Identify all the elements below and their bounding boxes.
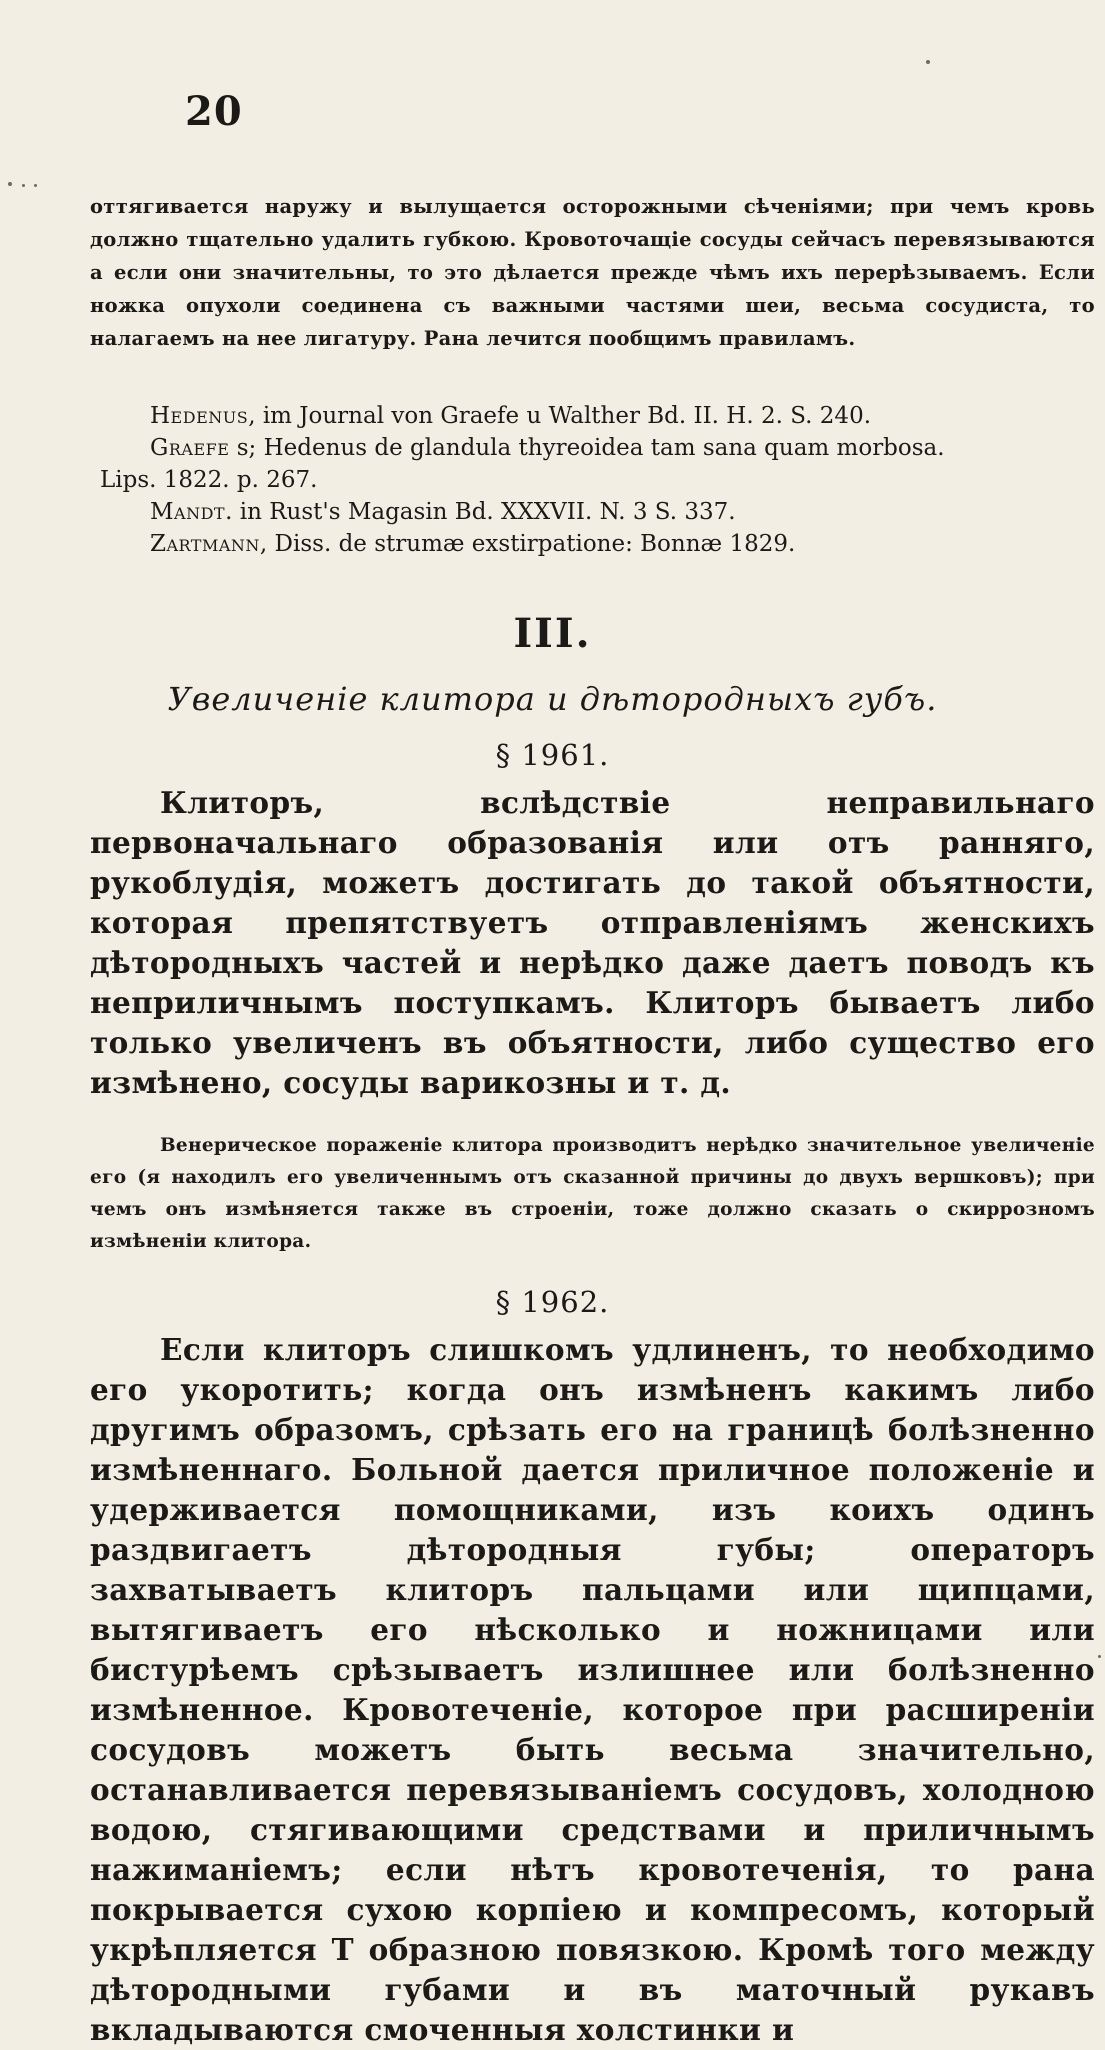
reference-item: Graefe s; Hedenus de glandula thyreoidea tam sana quam morbosa. — [150, 435, 945, 461]
paragraph-1962-text: Если клиторъ слишкомъ удлиненъ, то необходимо его укоротить; когда онъ измѣненъ какимъ либо другимъ образомъ, срѣзать его на границѣ болѣзненно измѣненнаго. Больной дается приличное положеніе и удерживается помощниками, изъ коихъ одинъ раздвигаетъ дѣтородныя губы; операторъ захватываетъ клиторъ пальцами или щипцами, вытягиваетъ его нѣсколько и ножницами или бистурѣемъ срѣзываетъ излишнее или болѣзненно измѣненное. Кровотеченіе, которое при расширеніи сосудовъ можетъ быть весьма значительно, останавливается перевязываніемъ сосудовъ, холодною водою, стягивающими средствами и приличнымъ нажиманіемъ; если нѣтъ кровотеченія, то рана покрывается сухою корпіею и компресомъ, который укрѣпляется Т образною повязкою. Кромѣ того между дѣтородными губами и въ маточный рукавъ вкладываются смоченныя холстинки и — [90, 1332, 1095, 2047]
paper-speck — [8, 182, 12, 186]
reference-item: Hedenus, im Journal von Graefe u Walther Bd. II. H. 2. S. 240. — [150, 403, 872, 429]
paper-speck — [22, 184, 25, 187]
paragraph-1961-text: Клиторъ, вслѣдствіе неправильнаго первоначальнаго образованія или отъ ранняго, рукоблудія, можетъ достигать до такой объятности, которая препятствуетъ отправленіямъ женскихъ дѣтородныхъ частей и нерѣдко даже даетъ поводъ къ неприличнымъ поступкамъ. Клиторъ бываетъ либо только увеличенъ въ объятности, либо существо его измѣнено, сосуды варикозны и т. д. — [90, 785, 1095, 1100]
paper-speck — [1098, 1655, 1101, 1658]
section-title: Увеличеніе клитора и дѣтородныхъ губъ. — [167, 680, 938, 718]
reference-item: Zartmann, Diss. de strumæ exstirpatione: Bonnæ 1829. — [150, 531, 796, 557]
paragraph-1961-note: Венерическое пораженіе клитора производитъ нерѣдко значительное увеличеніе его (я находилъ его увеличеннымъ отъ сказанной причины до двухъ вершковъ); при чемъ онъ измѣняется также въ строеніи, тоже должно сказать о скиррозномъ измѣненіи клитора. — [90, 1135, 1095, 1252]
references — [90, 400, 1090, 560]
section-number: III. — [513, 610, 592, 657]
paper-speck — [34, 184, 37, 187]
reference-item: Mandt. in Rust's Magasin Bd. XXXVII. N. 3 S. 337. — [150, 499, 736, 525]
top-paragraph: оттягивается наружу и вылущается осторожными сѣченіями; при чемъ кровь должно тщательно удалить губкою. Кровоточащіе сосуды сейчасъ перевязываются а если они значительны, то это дѣлается прежде чѣмъ ихъ перерѣзываемъ. Если ножка опухоли соединена съ важными частями шеи, весьма сосудиста, то налагаемъ на нее лигатуру. Рана лечится пообщимъ правиламъ. — [90, 195, 1095, 350]
reference-item: Lips. 1822. p. 267. — [100, 467, 318, 493]
paper-speck — [926, 60, 930, 64]
paragraph-number-1961: § 1961. — [495, 738, 610, 772]
paragraph-number-1962: § 1962. — [495, 1285, 610, 1319]
page-number: 20 — [185, 88, 243, 135]
